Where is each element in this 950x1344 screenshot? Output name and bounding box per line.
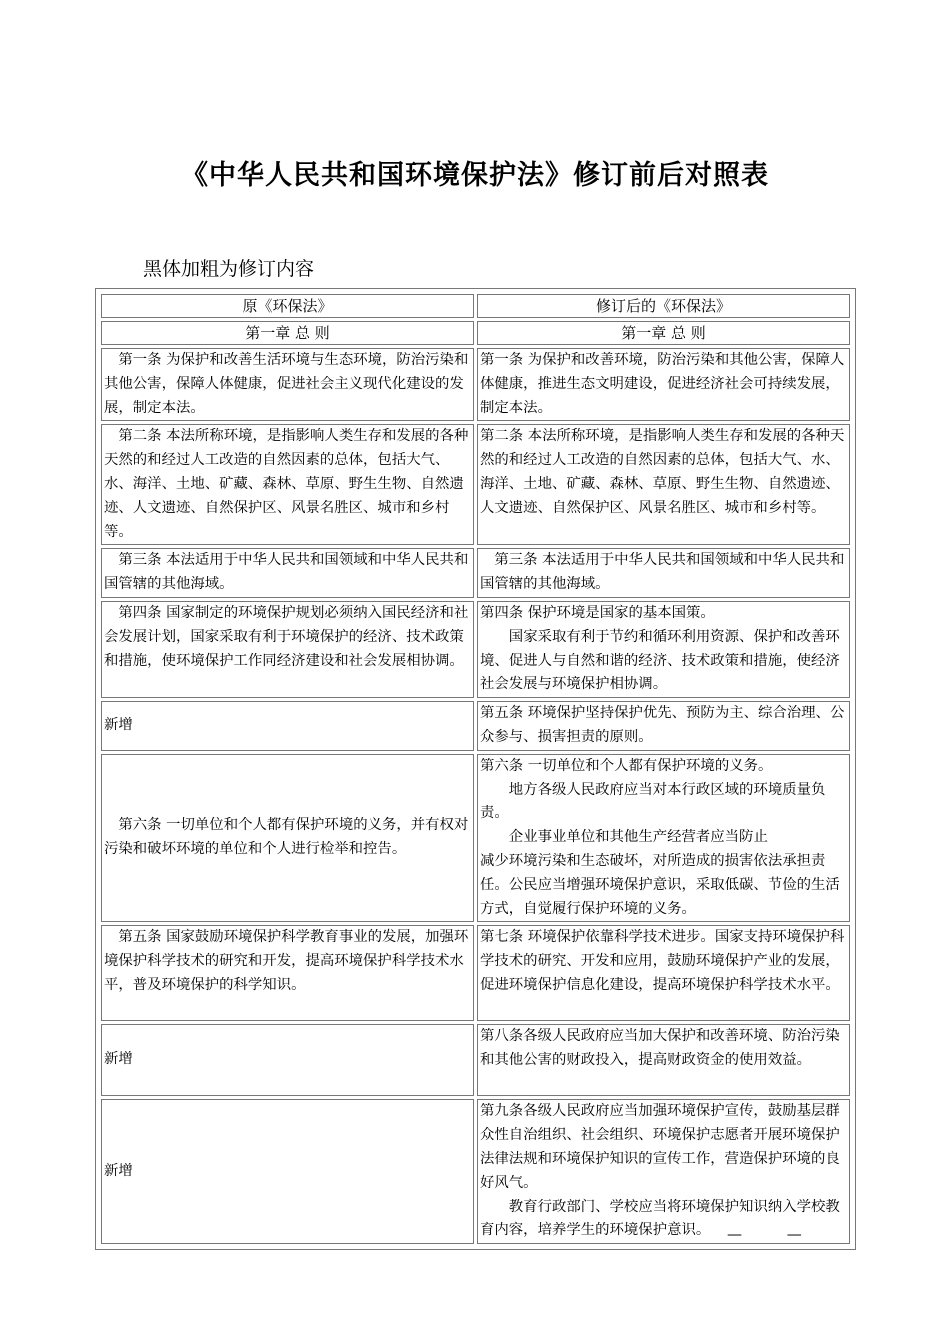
revised-article-cell: [477, 701, 850, 751]
revised-article-cell: [477, 754, 850, 923]
article-text: 第五条 环境保护坚持保护优先、预防为主、综合治理、公众参与、损害担责的原则。: [480, 705, 845, 745]
article-text: 第六条 一切单位和个人都有保护环境的义务。: [480, 757, 773, 774]
page-number-marker: — —: [727, 1225, 822, 1243]
table-row: [101, 1099, 850, 1244]
table-row: [101, 548, 850, 598]
table-row: [101, 424, 850, 545]
article-text: 减少环境污染和生态破坏，对所造成的损害依法承担责任。公民应当增强环境保护意识，采取低碳、节俭的生活方式，自觉履行保护环境的义务。: [480, 852, 840, 917]
article-text: 第七条 环境保护依靠科学技术进步。国家支持环境保护科学技术的研究、开发和应用，鼓励环境保护产业的发展，促进环境保护信息化建设，提高环境保护科学技术水平。: [480, 929, 845, 993]
document-subtitle: 黑体加粗为修订内容: [143, 258, 315, 280]
table-row: [101, 754, 850, 923]
new-article-marker: 新增: [104, 1162, 133, 1179]
article-text: 第一条 为保护和改善生活环境与生态环境，防治污染和其他公害，保障人体健康，促进社会主义现代化建设的发展，制定本法。: [104, 352, 469, 416]
chapter-original: 第一章 总 则: [101, 321, 474, 345]
article-text: 第四条 保护环境是国家的基本国策。: [480, 604, 715, 621]
header-revised-law: 修订后的《环保法》: [477, 294, 850, 318]
article-text: 地方各级人民政府应当对本行政区域的环境质量负责。: [480, 781, 826, 822]
article-text: 第六条 一切单位和个人都有保护环境的义务，并有权对污染和破坏环境的单位和个人进行检举和控告。: [104, 817, 469, 858]
article-text: 第八条各级人民政府应当加大保护和改善环境、防治污染和其他公害的财政投入，提高财政资金的使用效益。: [480, 1028, 840, 1069]
original-article-cell: [101, 701, 474, 751]
chapter-row: [101, 321, 850, 345]
original-article-cell: [101, 1099, 474, 1244]
article-text: 第四条 国家制定的环境保护规划必须纳入国民经济和社会发展计划，国家采取有利于环境保护的经济、技术政策和措施，使环境保护工作同经济建设和社会发展相协调。: [104, 604, 469, 669]
table-row: [101, 701, 850, 751]
original-article-cell: [101, 1024, 474, 1096]
article-text: 第二条 本法所称环境，是指影响人类生存和发展的各种天然的和经过人工改造的自然因素的总体，包括大气、水、海洋、土地、矿藏、森林、草原、野生生物、自然遗迹、人文遗迹、自然保护区、风景名胜区、城市和乡村等。: [480, 428, 845, 516]
article-text: 第二条 本法所称环境，是指影响人类生存和发展的各种天然的和经过人工改造的自然因素的总体，包括大气、水、海洋、土地、矿藏、森林、草原、野生生物、自然遗迹、人文遗迹、自然保护区、风景名胜区、城市和乡村等。: [104, 428, 469, 540]
article-text: 第五条 国家鼓励环境保护科学教育事业的发展，加强环境保护科学技术的研究和开发，提高环境保护科学技术水平，普及环境保护的科学知识。: [104, 929, 469, 993]
revised-article-cell: [477, 925, 850, 1021]
table-row: [101, 925, 850, 1021]
table-row: [101, 601, 850, 698]
article-text: 国家采取有利于节约和循环利用资源、保护和改善环境、促进人与自然和谐的经济、技术政策和措施，使经济社会发展与环境保护相协调。: [480, 628, 840, 693]
revised-article-cell: [477, 424, 850, 545]
original-article-cell: [101, 601, 474, 698]
original-article-cell: [101, 754, 474, 923]
revised-article-cell: [477, 1099, 850, 1244]
article-text: 第三条 本法适用于中华人民共和国领域和中华人民共和国管辖的其他海域。: [480, 552, 845, 593]
document-title: 《中华人民共和国环境保护法》修订前后对照表: [181, 160, 769, 191]
comparison-table-frame: [95, 288, 856, 1250]
new-article-marker: 新增: [104, 1051, 133, 1068]
revised-article-cell: [477, 548, 850, 598]
table-row: [101, 348, 850, 421]
revised-article-cell: [477, 601, 850, 698]
chapter-revised: 第一章 总 则: [477, 321, 850, 345]
original-article-cell: [101, 548, 474, 598]
original-article-cell: [101, 424, 474, 545]
table-header-row: [101, 294, 850, 318]
original-article-cell: [101, 348, 474, 421]
header-original-law: 原《环保法》: [101, 294, 474, 318]
article-text: 企业事业单位和其他生产经营者应当防止: [508, 829, 768, 846]
comparison-table: [98, 291, 853, 1247]
article-text: 第九条各级人民政府应当加强环境保护宣传，鼓励基层群众性自治组织、社会组织、环境保护志愿者开展环境保护法律法规和环境保护知识的宣传工作，营造保护环境的良好风气。: [480, 1103, 840, 1191]
revised-article-cell: [477, 1024, 850, 1096]
revised-article-cell: [477, 348, 850, 421]
article-text: 第三条 本法适用于中华人民共和国领域和中华人民共和国管辖的其他海域。: [104, 552, 469, 593]
new-article-marker: 新增: [104, 717, 133, 734]
original-article-cell: [101, 925, 474, 1021]
table-row: [101, 1024, 850, 1096]
article-text: 教育行政部门、学校应当将环境保护知识纳入学校教育内容，培养学生的环境保护意识。: [480, 1198, 840, 1239]
article-text: 第一条 为保护和改善环境，防治污染和其他公害，保障人体健康，推进生态文明建设，促进经济社会可持续发展，制定本法。: [480, 352, 845, 416]
